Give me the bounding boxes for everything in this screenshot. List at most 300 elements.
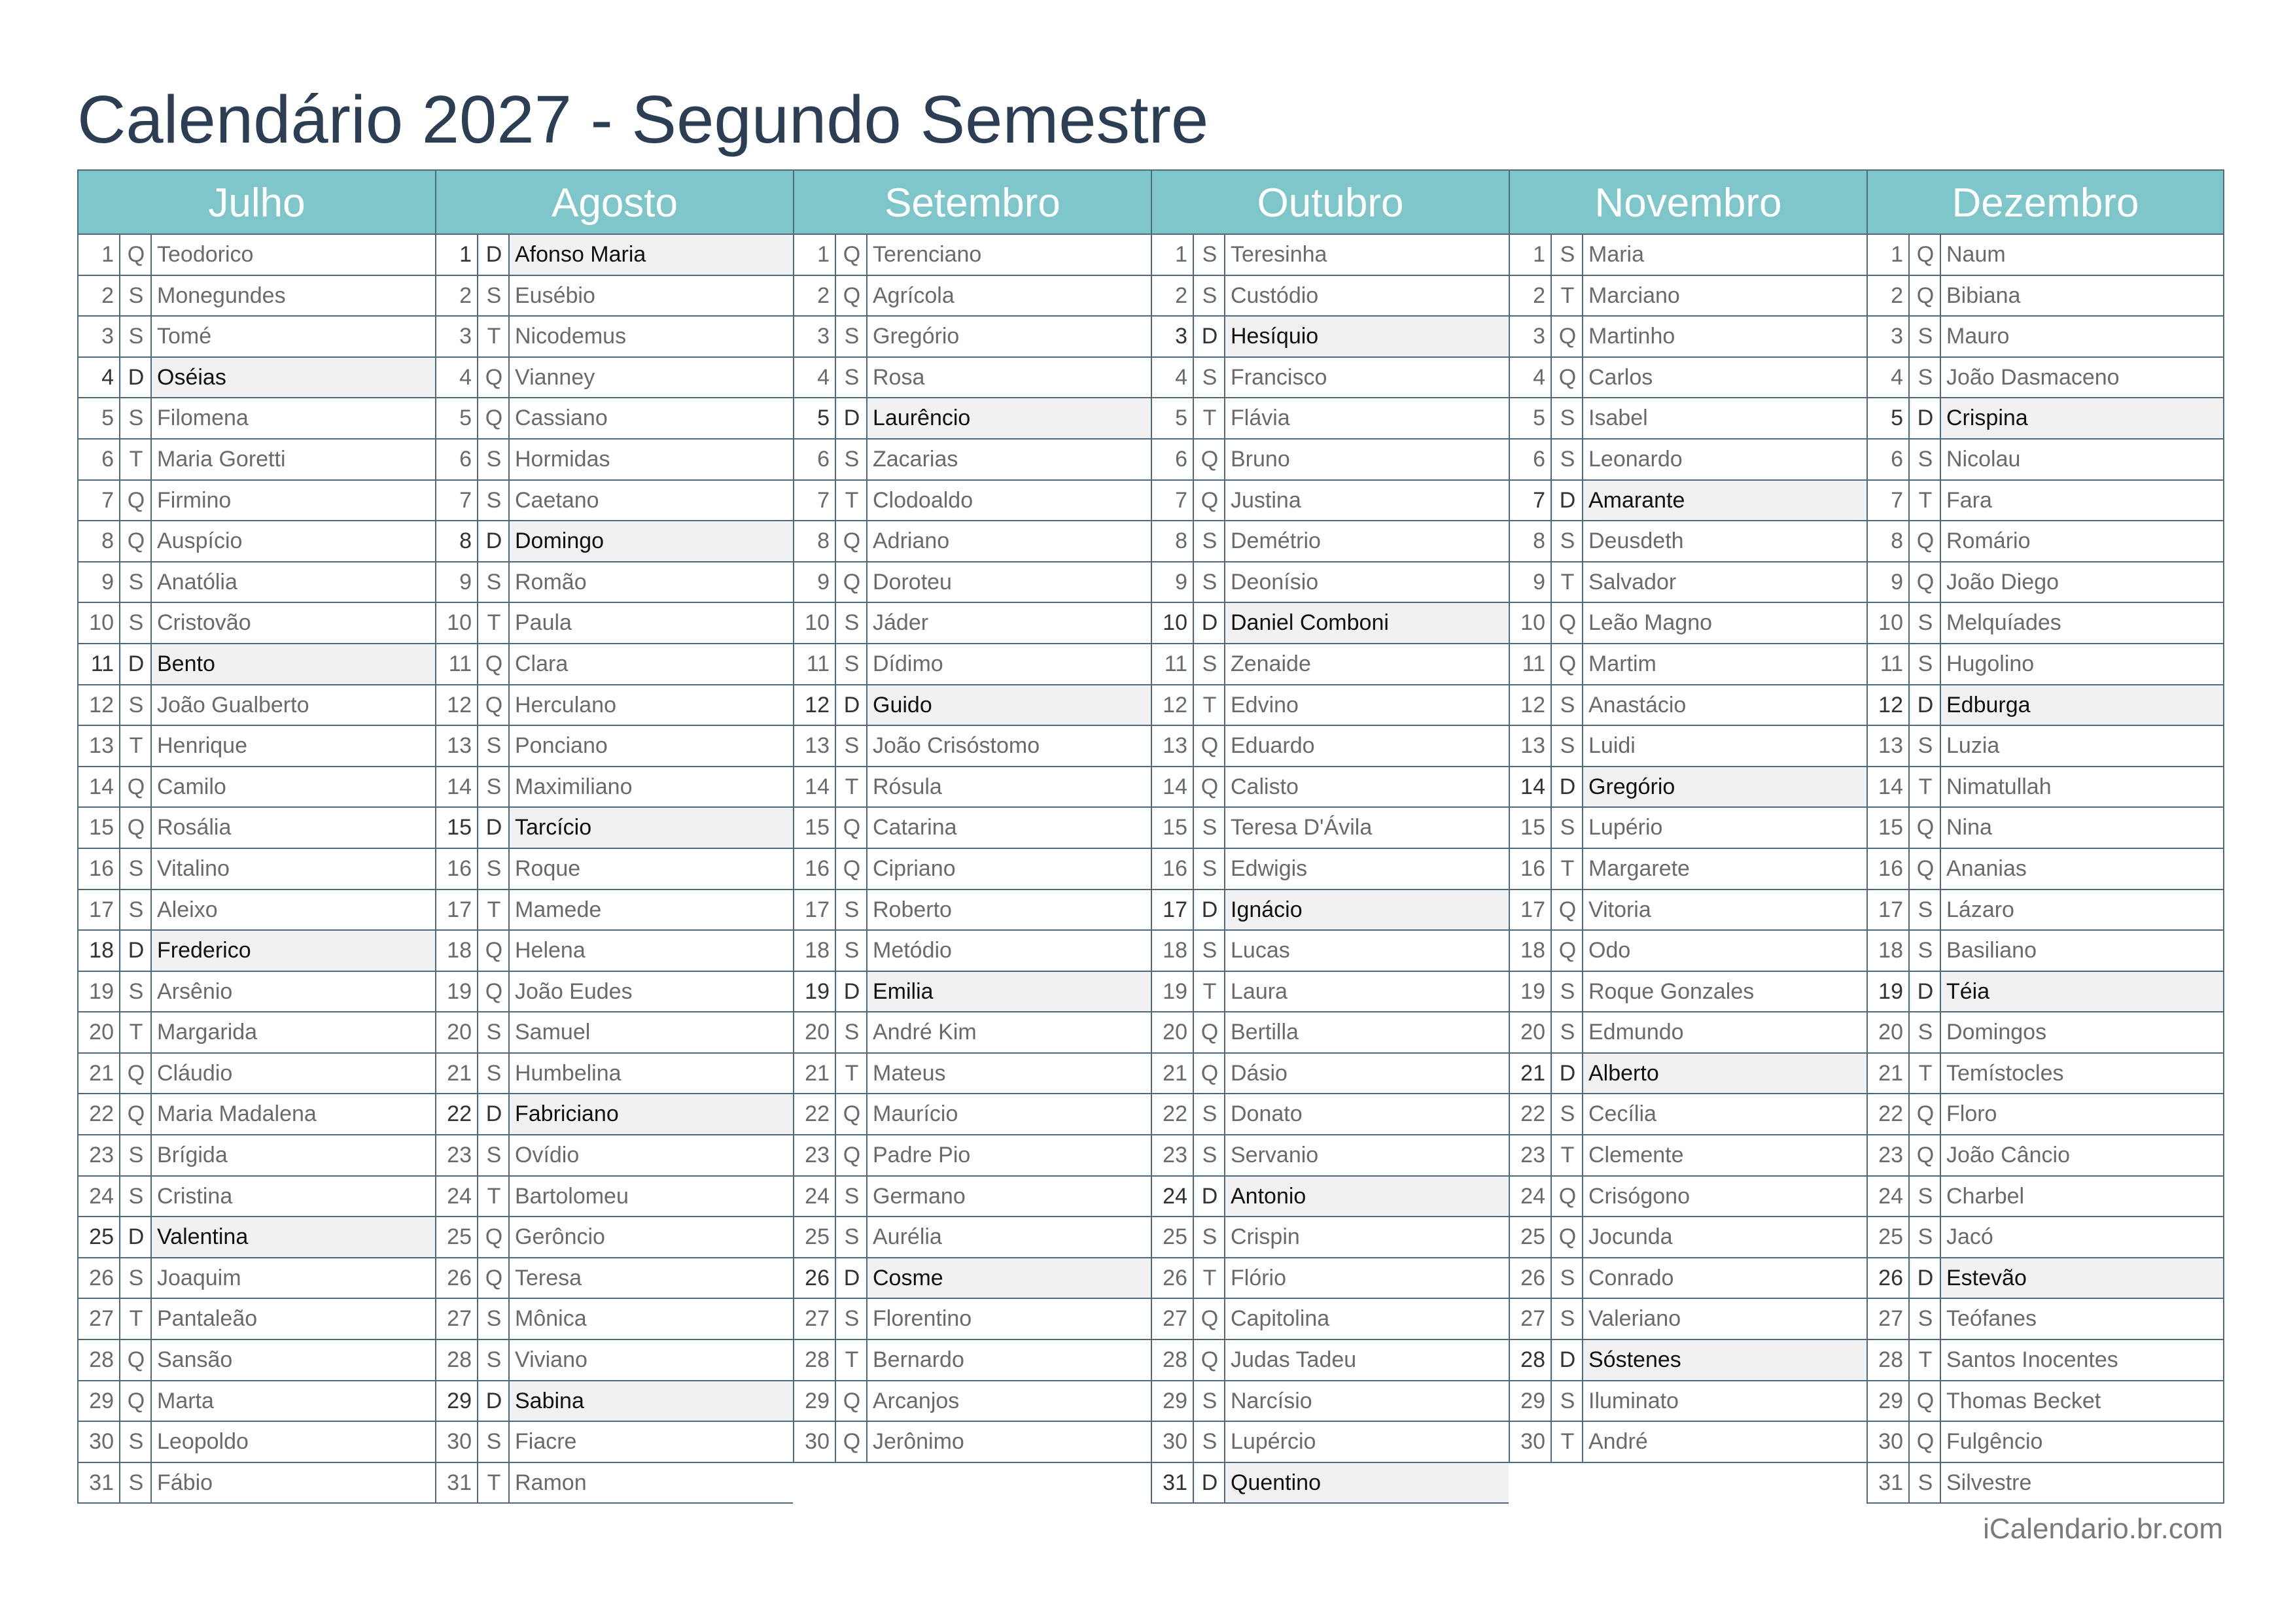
day-row (79, 972, 435, 1013)
day-row (1868, 1094, 2223, 1135)
month-column (435, 169, 793, 1504)
month-header: Agosto (435, 169, 793, 235)
weekday-letter: S (1195, 1094, 1225, 1134)
saint-name: João Gualberto (157, 692, 309, 717)
weekday-letter: S (122, 1135, 152, 1175)
day-number: 16 (1152, 849, 1194, 889)
day-number: 12 (794, 685, 836, 725)
day-row (794, 1217, 1151, 1258)
day-number: 21 (79, 1054, 120, 1094)
day-row (1868, 1258, 2223, 1300)
saint-name: Edburga (1946, 692, 2031, 717)
day-number: 19 (436, 972, 478, 1012)
day-row (79, 276, 435, 317)
day-row (1868, 481, 2223, 522)
month-header: Novembro (1509, 169, 1866, 235)
day-number: 15 (79, 808, 120, 848)
day-row (436, 1217, 793, 1258)
day-row (794, 1258, 1151, 1300)
saint-name: Cecília (1588, 1101, 1656, 1127)
month-column (793, 169, 1151, 1463)
saint-name: Sansão (157, 1347, 233, 1373)
month-column (77, 169, 435, 1504)
day-row (79, 603, 435, 644)
day-row (436, 1177, 793, 1218)
weekday-letter: T (837, 767, 867, 807)
saint-name: Isabel (1588, 406, 1648, 431)
day-number: 15 (794, 808, 836, 848)
day-row (794, 1422, 1151, 1463)
day-number: 28 (794, 1340, 836, 1380)
day-row (794, 1177, 1151, 1218)
day-row (1868, 1422, 2223, 1463)
day-number: 8 (1510, 521, 1552, 561)
day-row (79, 1340, 435, 1381)
saint-name: Fabriciano (515, 1101, 619, 1127)
saint-name: Edwigis (1231, 855, 1308, 881)
weekday-letter: Q (1911, 1381, 1941, 1421)
saint-name: Mateus (873, 1060, 946, 1086)
day-row (1152, 1217, 1509, 1258)
day-number: 10 (794, 603, 836, 643)
weekday-letter: D (1195, 1463, 1225, 1503)
day-number: 16 (79, 849, 120, 889)
day-row (1510, 398, 1866, 440)
saint-name: Romário (1946, 528, 2031, 554)
weekday-letter: Q (122, 1054, 152, 1094)
saint-name: Flório (1231, 1265, 1287, 1290)
saint-name: Roque Gonzales (1588, 978, 1755, 1004)
day-row (79, 1422, 435, 1463)
day-number: 19 (1868, 972, 1910, 1012)
day-row (1152, 1012, 1509, 1054)
day-number: 1 (1152, 235, 1194, 275)
day-number: 18 (79, 931, 120, 971)
day-row (1510, 562, 1866, 604)
weekday-letter: T (1195, 972, 1225, 1012)
weekday-letter: D (1911, 398, 1941, 438)
weekday-letter: Q (837, 235, 867, 275)
saint-name: Doroteu (873, 569, 952, 595)
weekday-letter: S (837, 1177, 867, 1217)
day-row (1868, 398, 2223, 440)
day-number: 10 (1510, 603, 1552, 643)
weekday-letter: Q (1553, 644, 1583, 684)
saint-name: Vianney (515, 364, 595, 390)
day-number: 29 (1868, 1381, 1910, 1421)
day-row (794, 849, 1151, 890)
day-number: 26 (794, 1258, 836, 1298)
saint-name: Valeriano (1588, 1306, 1681, 1332)
day-number: 19 (1152, 972, 1194, 1012)
weekday-letter: Q (480, 685, 510, 725)
saint-name: Francisco (1231, 364, 1327, 390)
day-row (794, 1094, 1151, 1135)
day-row (1152, 767, 1509, 808)
weekday-letter: D (480, 1381, 510, 1421)
saint-name: Zacarias (873, 446, 958, 472)
day-row (79, 1381, 435, 1423)
day-row (1868, 808, 2223, 849)
day-number: 1 (1510, 235, 1552, 275)
weekday-letter: Q (1911, 562, 1941, 602)
day-row (1152, 1299, 1509, 1340)
saint-name: Terenciano (873, 242, 982, 267)
day-number: 14 (794, 767, 836, 807)
weekday-letter: Q (122, 808, 152, 848)
day-number: 27 (79, 1299, 120, 1339)
saint-name: Cosme (873, 1265, 943, 1290)
day-number: 28 (1152, 1340, 1194, 1380)
weekday-letter: S (1553, 726, 1583, 766)
saint-name: João Dasmaceno (1946, 364, 2120, 390)
saint-name: Pantaleão (157, 1306, 258, 1332)
day-number: 11 (1510, 644, 1552, 684)
weekday-letter: T (1553, 849, 1583, 889)
weekday-letter: Q (1553, 603, 1583, 643)
weekday-letter: Q (480, 1217, 510, 1257)
day-number: 30 (1868, 1422, 1910, 1462)
weekday-letter: S (122, 972, 152, 1012)
saint-name: Frederico (157, 938, 251, 963)
page-title: Calendário 2027 - Segundo Semestre (77, 82, 1209, 157)
weekday-letter: S (837, 603, 867, 643)
day-number: 28 (436, 1340, 478, 1380)
site-credit: iCalendario.br.com (1983, 1513, 2223, 1545)
day-row (1868, 1217, 2223, 1258)
saint-name: Charbel (1946, 1183, 2025, 1209)
day-number: 14 (1868, 767, 1910, 807)
weekday-letter: D (122, 358, 152, 398)
weekday-letter: T (122, 1299, 152, 1339)
weekday-letter: Q (1553, 1217, 1583, 1257)
day-row (1152, 644, 1509, 685)
day-row (1152, 890, 1509, 931)
saint-name: Vitoria (1588, 897, 1651, 922)
day-row (1868, 1340, 2223, 1381)
day-number: 19 (794, 972, 836, 1012)
saint-name: Zenaide (1231, 651, 1311, 676)
day-row (436, 521, 793, 562)
day-number: 13 (794, 726, 836, 766)
saint-name: Bernardo (873, 1347, 964, 1373)
day-row (1510, 521, 1866, 562)
weekday-letter: S (122, 603, 152, 643)
day-number: 3 (794, 317, 836, 356)
saint-name: André Kim (873, 1020, 977, 1045)
day-number: 28 (1868, 1340, 1910, 1380)
day-number: 7 (794, 481, 836, 521)
saint-name: Emilia (873, 978, 934, 1004)
day-number: 2 (1868, 276, 1910, 316)
saint-name: Eusébio (515, 283, 595, 308)
day-row (794, 440, 1151, 481)
weekday-letter: S (480, 1340, 510, 1380)
saint-name: Fiacre (515, 1429, 577, 1455)
day-number: 2 (1510, 276, 1552, 316)
saint-name: Padre Pio (873, 1143, 971, 1168)
weekday-letter: T (122, 1012, 152, 1052)
day-number: 5 (1152, 398, 1194, 438)
weekday-letter: D (122, 644, 152, 684)
day-number: 9 (79, 562, 120, 602)
day-number: 16 (794, 849, 836, 889)
saint-name: Edvino (1231, 692, 1299, 717)
day-number: 21 (436, 1054, 478, 1094)
day-row (1510, 1094, 1866, 1135)
saint-name: Santos Inocentes (1946, 1347, 2118, 1373)
day-number: 9 (794, 562, 836, 602)
weekday-letter: D (1553, 1340, 1583, 1380)
weekday-letter: S (837, 726, 867, 766)
day-number: 2 (1152, 276, 1194, 316)
day-number: 22 (794, 1094, 836, 1134)
saint-name: Valentina (157, 1224, 249, 1250)
day-number: 21 (1152, 1054, 1194, 1094)
day-number: 22 (1510, 1094, 1552, 1134)
saint-name: Gregório (1588, 774, 1675, 799)
weekday-letter: S (837, 890, 867, 930)
weekday-letter: S (1911, 1217, 1941, 1257)
saint-name: Cristina (157, 1183, 233, 1209)
day-number: 1 (79, 235, 120, 275)
day-number: 24 (1868, 1177, 1910, 1217)
day-number: 3 (1510, 317, 1552, 356)
saint-name: Cassiano (515, 406, 608, 431)
day-row (1152, 1135, 1509, 1177)
saint-name: João Câncio (1946, 1143, 2071, 1168)
saint-name: Narcísio (1231, 1388, 1312, 1413)
month-column (1151, 169, 1509, 1504)
saint-name: Margarida (157, 1020, 258, 1045)
saint-name: Viviano (515, 1347, 587, 1373)
day-row (1868, 1012, 2223, 1054)
weekday-letter: Q (1911, 521, 1941, 561)
weekday-letter: S (122, 685, 152, 725)
weekday-letter: S (1553, 1094, 1583, 1134)
day-row (794, 1381, 1151, 1423)
day-number: 29 (79, 1381, 120, 1421)
saint-name: Custódio (1231, 283, 1319, 308)
weekday-letter: S (1553, 1299, 1583, 1339)
saint-name: Laurêncio (873, 406, 971, 431)
day-number: 11 (1868, 644, 1910, 684)
day-row (1152, 398, 1509, 440)
day-number: 26 (436, 1258, 478, 1298)
day-row (1152, 1094, 1509, 1135)
day-number: 23 (79, 1135, 120, 1175)
day-row (436, 1094, 793, 1135)
saint-name: Agrícola (873, 283, 955, 308)
weekday-letter: S (1911, 358, 1941, 398)
day-row (1868, 276, 2223, 317)
day-row (436, 1422, 793, 1463)
day-row (1510, 685, 1866, 727)
day-row (79, 767, 435, 808)
day-row (794, 603, 1151, 644)
weekday-letter: S (122, 398, 152, 438)
saint-name: Téia (1946, 978, 1990, 1004)
day-row (79, 1054, 435, 1095)
day-row (1510, 1299, 1866, 1340)
day-row (1868, 931, 2223, 972)
day-row (79, 562, 435, 604)
saint-name: Auspício (157, 528, 243, 554)
saint-name: Arsênio (157, 978, 233, 1004)
day-number: 4 (1152, 358, 1194, 398)
day-number: 14 (1152, 767, 1194, 807)
saint-name: Naum (1946, 242, 2006, 267)
weekday-letter: S (122, 1258, 152, 1298)
day-row (79, 1258, 435, 1300)
weekday-letter: Q (480, 644, 510, 684)
saint-name: Rósula (873, 774, 942, 799)
weekday-letter: S (122, 317, 152, 356)
saint-name: Nicolau (1946, 446, 2021, 472)
day-number: 29 (1152, 1381, 1194, 1421)
weekday-letter: D (1911, 685, 1941, 725)
weekday-letter: S (122, 276, 152, 316)
saint-name: Jocunda (1588, 1224, 1673, 1250)
day-row (794, 767, 1151, 808)
day-row (1868, 317, 2223, 358)
day-number: 17 (436, 890, 478, 930)
saint-name: Leão Magno (1588, 610, 1713, 636)
day-row (1152, 1381, 1509, 1423)
weekday-letter: S (1553, 685, 1583, 725)
day-row (1152, 1054, 1509, 1095)
saint-name: Lupércio (1231, 1429, 1316, 1455)
saint-name: Fulgêncio (1946, 1429, 2043, 1455)
day-number: 7 (436, 481, 478, 521)
weekday-letter: T (480, 1463, 510, 1503)
weekday-letter: Q (837, 1381, 867, 1421)
saint-name: João Diego (1946, 569, 2059, 595)
saint-name: Jerônimo (873, 1429, 964, 1455)
weekday-letter: T (1911, 767, 1941, 807)
day-row (436, 317, 793, 358)
day-number: 12 (79, 685, 120, 725)
day-row (1510, 972, 1866, 1013)
saint-name: Marta (157, 1388, 214, 1413)
day-row (794, 931, 1151, 972)
weekday-letter: Q (837, 1094, 867, 1134)
day-row (1510, 276, 1866, 317)
weekday-letter: D (1195, 1177, 1225, 1217)
weekday-letter: S (837, 358, 867, 398)
day-row (1510, 235, 1866, 276)
saint-name: Sabina (515, 1388, 584, 1413)
day-row (1510, 1217, 1866, 1258)
saint-name: Dídimo (873, 651, 943, 676)
day-row (1510, 849, 1866, 890)
day-number: 20 (1868, 1012, 1910, 1052)
day-row (1868, 1463, 2223, 1504)
saint-name: Teresa D'Ávila (1231, 815, 1373, 840)
weekday-letter: S (1911, 1463, 1941, 1503)
day-number: 26 (1868, 1258, 1910, 1298)
day-row (1510, 890, 1866, 931)
day-number: 19 (79, 972, 120, 1012)
saint-name: Martim (1588, 651, 1656, 676)
day-row (1152, 562, 1509, 604)
day-row (1868, 562, 2223, 604)
day-row (794, 1340, 1151, 1381)
weekday-letter: S (1911, 726, 1941, 766)
day-row (436, 358, 793, 399)
saint-name: Crisógono (1588, 1183, 1690, 1209)
weekday-letter: Q (480, 931, 510, 971)
saint-name: Romão (515, 569, 587, 595)
weekday-letter: S (1553, 972, 1583, 1012)
saint-name: Deusdeth (1588, 528, 1684, 554)
saint-name: Servanio (1231, 1143, 1319, 1168)
day-row (1152, 1422, 1509, 1463)
day-number: 25 (1510, 1217, 1552, 1257)
day-row (436, 481, 793, 522)
saint-name: Firmino (157, 487, 232, 513)
weekday-letter: D (1911, 972, 1941, 1012)
day-row (1510, 1135, 1866, 1177)
day-number: 30 (1510, 1422, 1552, 1462)
weekday-letter: S (1911, 1177, 1941, 1217)
day-number: 4 (436, 358, 478, 398)
saint-name: Herculano (515, 692, 616, 717)
saint-name: Salvador (1588, 569, 1677, 595)
day-number: 30 (794, 1422, 836, 1462)
day-row (436, 726, 793, 767)
saint-name: Maria (1588, 242, 1645, 267)
day-number: 23 (1152, 1135, 1194, 1175)
weekday-letter: T (837, 1054, 867, 1094)
day-row (79, 685, 435, 727)
saint-name: Martinho (1588, 324, 1675, 349)
weekday-letter: Q (1911, 276, 1941, 316)
day-number: 30 (1152, 1422, 1194, 1462)
day-row (1152, 685, 1509, 727)
saint-name: Tomé (157, 324, 212, 349)
day-number: 27 (1510, 1299, 1552, 1339)
day-number: 24 (794, 1177, 836, 1217)
saint-name: Samuel (515, 1020, 591, 1045)
saint-name: Oséias (157, 364, 226, 390)
saint-name: Hormidas (515, 446, 610, 472)
weekday-letter: S (1911, 931, 1941, 971)
saint-name: Teresinha (1231, 242, 1327, 267)
day-row (1510, 317, 1866, 358)
saint-name: Ignácio (1231, 897, 1303, 922)
day-row (1868, 972, 2223, 1013)
day-number: 20 (1510, 1012, 1552, 1052)
day-row (1510, 1381, 1866, 1423)
day-number: 12 (1510, 685, 1552, 725)
day-row (1868, 890, 2223, 931)
day-row (1510, 931, 1866, 972)
saint-name: Margarete (1588, 855, 1690, 881)
month-header: Dezembro (1866, 169, 2224, 235)
day-row (436, 1135, 793, 1177)
day-row (436, 849, 793, 890)
weekday-letter: T (837, 1340, 867, 1380)
weekday-letter: S (837, 1012, 867, 1052)
weekday-letter: S (480, 481, 510, 521)
day-row (1868, 603, 2223, 644)
saint-name: Roque (515, 855, 581, 881)
day-row (1868, 1054, 2223, 1095)
weekday-letter: D (837, 685, 867, 725)
saint-name: Amarante (1588, 487, 1685, 513)
weekday-letter: S (1911, 1299, 1941, 1339)
